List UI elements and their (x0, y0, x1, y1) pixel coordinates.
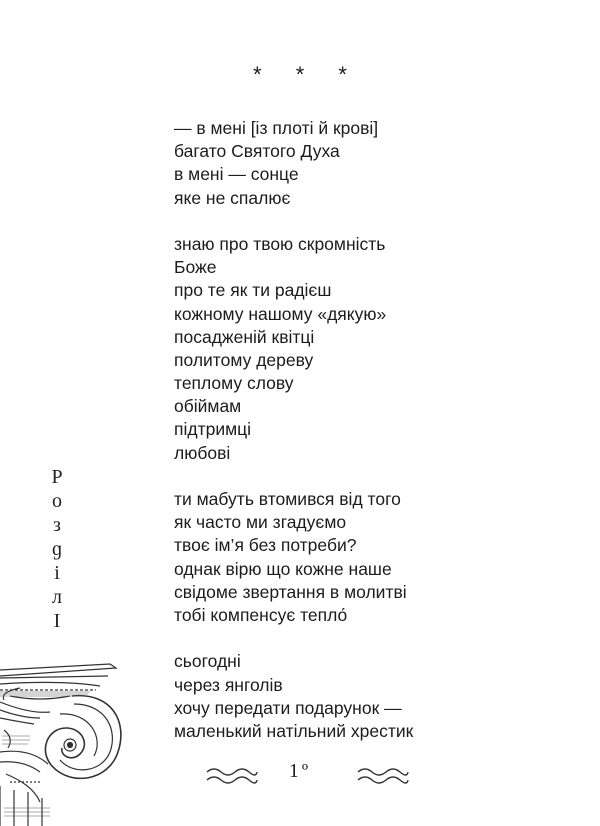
chapter-letter: Р (51, 466, 63, 488)
poem-line: посадженій квітці (174, 326, 315, 347)
poem-line: любові (174, 442, 231, 463)
poem-line: твоє ім’я без потреби? (174, 535, 357, 556)
stanza-1 (174, 117, 574, 210)
poem-line: ти мабуть втомився від того (174, 489, 401, 509)
poem-line: свідоме звертання в молитві (174, 581, 407, 602)
poem-line: хочу передати подарунок — (174, 697, 402, 718)
stanza-4 (174, 650, 574, 743)
poem-line: Боже (174, 257, 217, 278)
poem-line: через янголів (174, 674, 283, 695)
poem-line: тобі компенсує тепло́ (174, 604, 348, 625)
stanza-3 (174, 488, 574, 627)
poem-line: в мені — сонце (174, 164, 299, 185)
poem-line: политому дереву (174, 349, 314, 370)
chapter-letter: л (52, 586, 62, 608)
poem-line: однак вірю що кожне наше (174, 558, 392, 579)
poem-line: маленький натільний хрестик (174, 720, 414, 741)
chapter-letter: ɡ (52, 538, 62, 560)
chapter-letter: I (53, 610, 61, 632)
poem-line: яке не спалює (174, 187, 291, 208)
wave-ornament-icon (205, 766, 259, 786)
poem-line: сьогодні (174, 651, 241, 672)
poem-line: підтримці (174, 419, 252, 440)
stanza-2 (174, 233, 574, 465)
poem (174, 117, 574, 766)
poem-line: обіймам (174, 396, 242, 417)
page-footer (0, 760, 600, 790)
section-separator: * * * (253, 62, 361, 87)
ionic-column-icon (0, 652, 130, 826)
poem-line: знаю про твою скромність (174, 233, 386, 254)
chapter-label (46, 465, 68, 633)
poem-line: — в мені [із плоті й крові] (174, 118, 379, 138)
chapter-letter: з (53, 514, 61, 536)
chapter-letter: о (52, 490, 62, 512)
poem-line: теплому слову (174, 373, 294, 394)
poem-line: як часто ми згадуємо (174, 512, 347, 533)
poem-line: багато Святого Духа (174, 141, 340, 162)
poem-line: кожному нашому «дякую» (174, 303, 387, 324)
page-number: 1º (288, 760, 312, 782)
poem-line: про те як ти радієш (174, 280, 332, 301)
chapter-letter: і (54, 562, 60, 584)
wave-ornament-icon (356, 766, 410, 786)
